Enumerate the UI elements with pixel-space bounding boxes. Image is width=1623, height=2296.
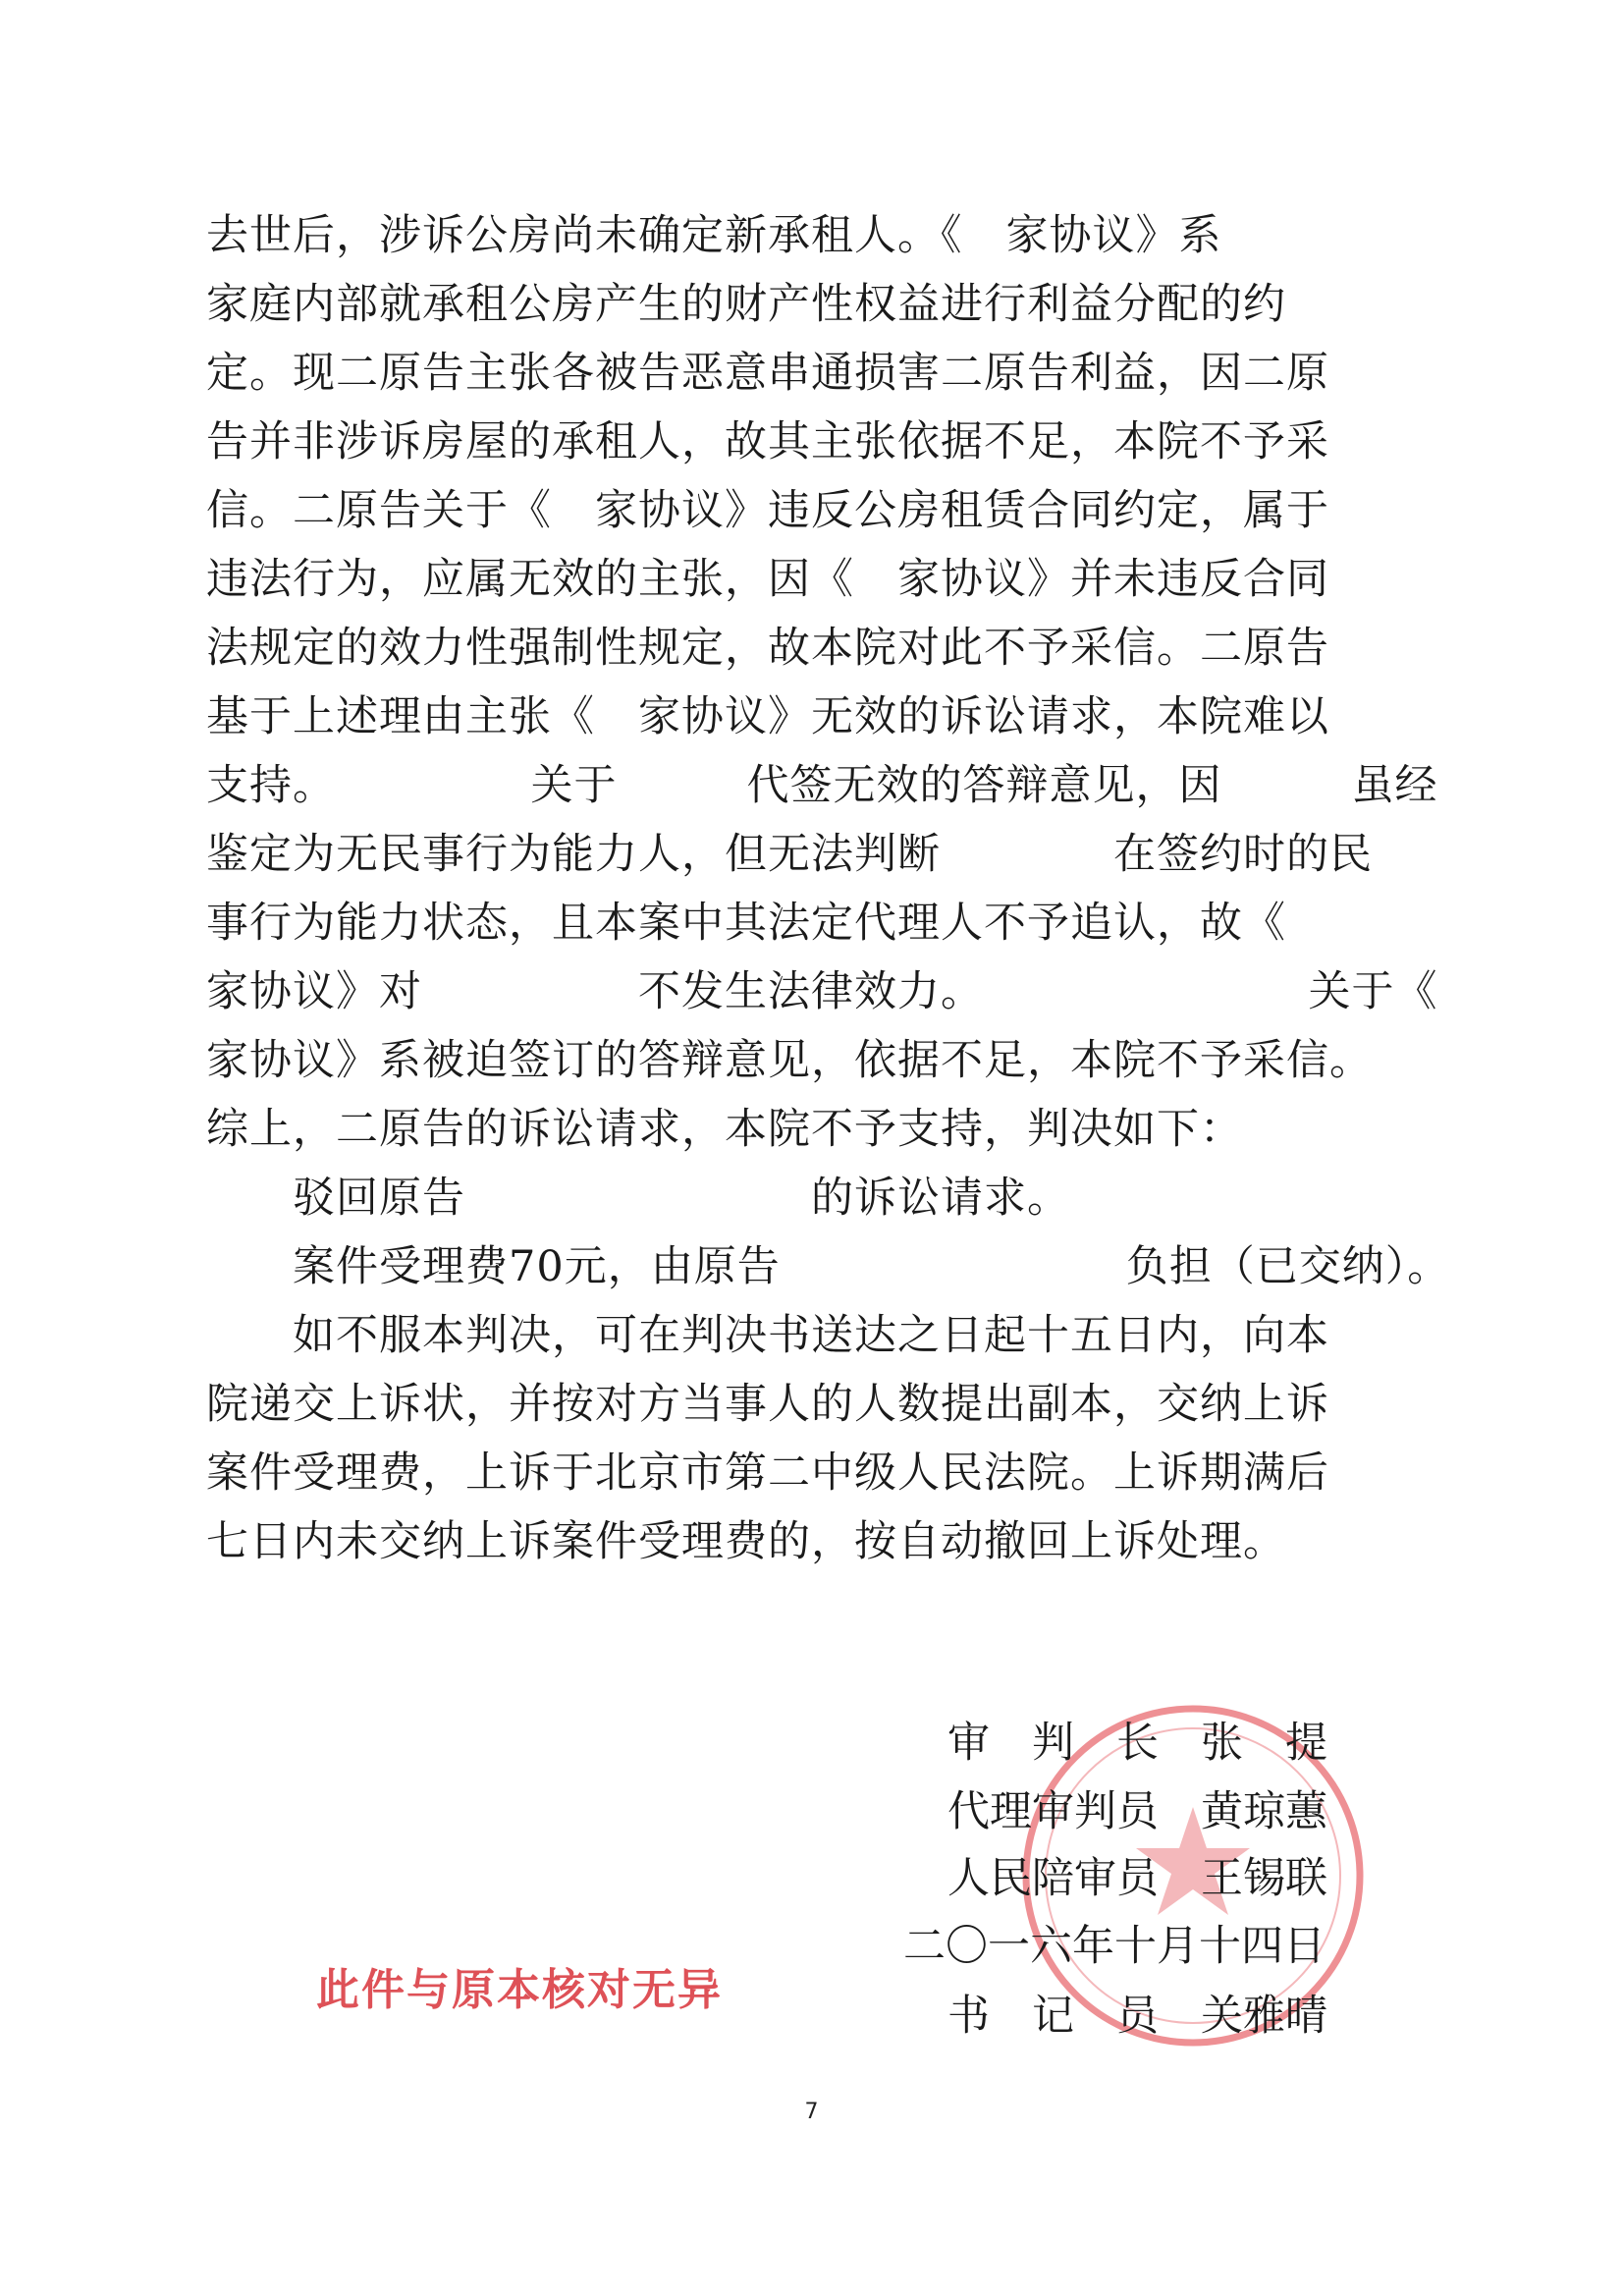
text-line: 法规定的效力性强制性规定，故本院对此不予采信。二原告 [206, 624, 1329, 673]
acting-judge: 代理审判员 黄琼蕙 [947, 1787, 1327, 1836]
text-line: 支持。 关于 代签无效的答辩意见，因 虽经 [206, 761, 1438, 810]
judgment-line: 案件受理费70元，由原告 负担（已交纳）。 [206, 1242, 1451, 1291]
judgment-line: 七日内未交纳上诉案件受理费的，按自动撤回上诉处理。 [206, 1517, 1286, 1566]
people-juror: 人民陪审员 王锡联 [947, 1854, 1327, 1903]
chief-judge: 审 判 长 张 提 [947, 1719, 1327, 1768]
text-line: 家协议》对 不发生法律效力。 关于《 [206, 967, 1438, 1016]
text-line: 家协议》系被迫签订的答辩意见，依据不足，本院不予采信。 [206, 1036, 1373, 1085]
text-line: 信。二原告关于《 家协议》违反公房租赁合同约定，属于 [206, 486, 1329, 535]
judgment-date: 二〇一六年十月十四日 [903, 1922, 1325, 1971]
text-line: 家庭内部就承租公房产生的财产性权益进行利益分配的约 [206, 280, 1286, 329]
judgment-line: 如不服本判决，可在判决书送达之日起十五日内，向本 [206, 1311, 1329, 1360]
verification-stamp: 此件与原本核对无异 [316, 1965, 723, 2015]
text-line: 鉴定为无民事行为能力人，但无法判断 在签约时的民 [206, 830, 1373, 879]
text-line: 定。现二原告主张各被告恶意串通损害二原告利益，因二原 [206, 349, 1329, 398]
court-clerk: 书 记 员 关雅晴 [947, 1992, 1327, 2041]
judgment-line: 案件受理费，上诉于北京市第二中级人民法院。上诉期满后 [206, 1449, 1329, 1498]
judgment-line: 驳回原告 的诉讼请求。 [206, 1174, 1070, 1223]
judgment-line: 院递交上诉状，并按对方当事人的人数提出副本，交纳上诉 [206, 1380, 1329, 1429]
text-line: 事行为能力状态，且本案中其法定代理人不予追认，故《 [206, 899, 1286, 948]
page-number: 7 [804, 2100, 819, 2124]
text-line: 基于上述理由主张《 家协议》无效的诉讼请求，本院难以 [206, 692, 1329, 741]
text-line: 综上，二原告的诉讼请求，本院不予支持，判决如下： [206, 1105, 1243, 1154]
text-line: 告并非涉诉房屋的承租人，故其主张依据不足，本院不予采 [206, 417, 1329, 466]
text-line: 违法行为，应属无效的主张，因《 家协议》并未违反合同 [206, 555, 1329, 604]
text-line: 去世后，涉诉公房尚未确定新承租人。《 家协议》系 [206, 211, 1222, 260]
